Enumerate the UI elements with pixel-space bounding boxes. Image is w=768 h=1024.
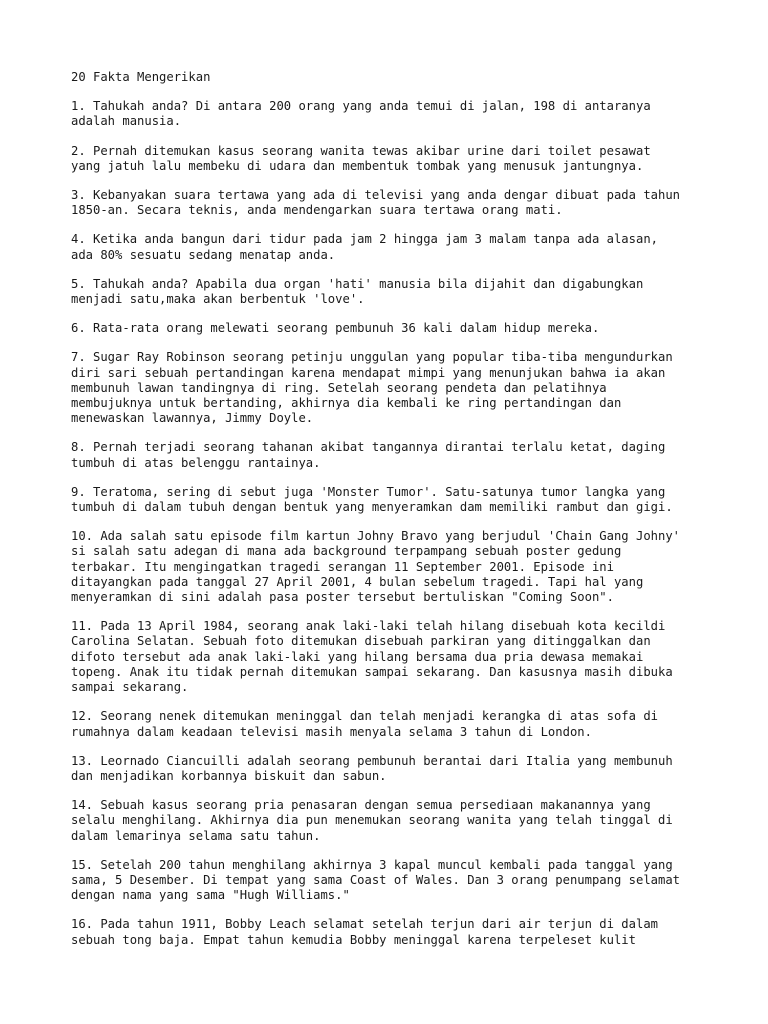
fact-paragraph-5: 5. Tahukah anda? Apabila dua organ 'hati' manusia bila dijahit dan digabungkan menjadi satu,maka akan berbentuk 'love'. bbox=[71, 276, 644, 307]
fact-paragraph-7: 7. Sugar Ray Robinson seorang petinju unggulan yang popular tiba-tiba mengundurkan diri sari sebuah pertandingan karena mendapat mimpi yang menunjukan bahwa ia akan membunuh lawan tandingnya di ring. Setelah seorang pendeta dan pelatihnya membujuknya untuk bertanding, akhirnya dia kembali ke ring pertandingan dan menewaskan lawannya, Jimmy Doyle. bbox=[71, 350, 673, 426]
fact-paragraph-13: 13. Leornado Ciancuilli adalah seorang pembunuh berantai dari Italia yang membunuh dan menjadikan korbannya biskuit dan sabun. bbox=[71, 753, 673, 783]
fact-paragraph-8: 8. Pernah terjadi seorang tahanan akibat tangannya dirantai terlalu ketat, daging tumbuh di atas belenggu rantainya. bbox=[71, 440, 666, 470]
fact-paragraph-16: 16. Pada tahun 1911, Bobby Leach selamat setelah terjun dari air terjun di dalam sebuah tong baja. Empat tahun kemudia Bobby meninggal karena terpeleset kulit bbox=[71, 917, 658, 947]
fact-paragraph-6: 6. Rata-rata orang melewati seorang pembunuh 36 kali dalam hidup mereka. bbox=[71, 321, 600, 336]
document-body bbox=[71, 70, 721, 962]
fact-paragraph-9: 9. Teratoma, sering di sebut juga 'Monster Tumor'. Satu-satunya tumor langka yang tumbuh di dalam tubuh dengan bentuk yang menyeramkan dam memiliki rambut dan gigi. bbox=[71, 484, 673, 515]
fact-paragraph-15: 15. Setelah 200 tahun menghilang akhirnya 3 kapal muncul kembali pada tanggal yang sama, 5 Desember. Di tempat yang sama Coast of Wales. Dan 3 orang penumpang selamat dengan nama yang sama "Hugh Williams." bbox=[71, 857, 681, 903]
fact-paragraph-11: 11. Pada 13 April 1984, seorang anak laki-laki telah hilang disebuah kota kecildi Carolina Selatan. Sebuah foto ditemukan disebuah parkiran yang ditinggalkan dan difoto tersebut ada anak laki-laki yang hilang bersama dua pria dewasa memakai topeng. Anak itu tidak pernah ditemukan sampai sekarang. Dan kasusnya masih dibuka sampai sekarang. bbox=[71, 619, 673, 695]
fact-paragraph-2: 2. Pernah ditemukan kasus seorang wanita tewas akibar urine dari toilet pesawat yang jatuh lalu membeku di udara dan membentuk tombak yang menusuk jantungnya. bbox=[71, 143, 651, 173]
fact-paragraph-4: 4. Ketika anda bangun dari tidur pada jam 2 hingga jam 3 malam tanpa ada alasan, ada 80% sesuatu sedang menatap anda. bbox=[71, 232, 658, 262]
fact-paragraph-10: 10. Ada salah satu episode film kartun Johny Bravo yang berjudul 'Chain Gang Johny' si salah satu adegan di mana ada background terpampang sebuah poster gedung terbakar. Itu mengingatkan tragedi serangan 11 September 2001. Episode ini ditayangkan pada tanggal 27 April 2001, 4 bulan sebelum tragedi. Tapi hal yang menyeramkan di sini adalah pasa poster tersebut bertuliskan "Coming Soon". bbox=[71, 529, 681, 605]
fact-paragraph-1: 1. Tahukah anda? Di antara 200 orang yang anda temui di jalan, 198 di antaranya adalah manusia. bbox=[71, 99, 651, 129]
fact-paragraph-14: 14. Sebuah kasus seorang pria penasaran dengan semua persediaan makanannya yang selalu menghilang. Akhirnya dia pun menemukan seorang wanita yang telah tinggal di dalam lemarinya selama satu tahun. bbox=[71, 798, 673, 843]
fact-paragraph-12: 12. Seorang nenek ditemukan meninggal dan telah menjadi kerangka di atas sofa di rumahnya dalam keadaan televisi masih menyala selama 3 tahun di London. bbox=[71, 709, 658, 739]
fact-paragraph-3: 3. Kebanyakan suara tertawa yang ada di televisi yang anda dengar dibuat pada tahun 1850-an. Secara teknis, anda mendengarkan suara tertawa orang mati. bbox=[71, 188, 681, 218]
document-title: 20 Fakta Mengerikan bbox=[71, 70, 211, 84]
